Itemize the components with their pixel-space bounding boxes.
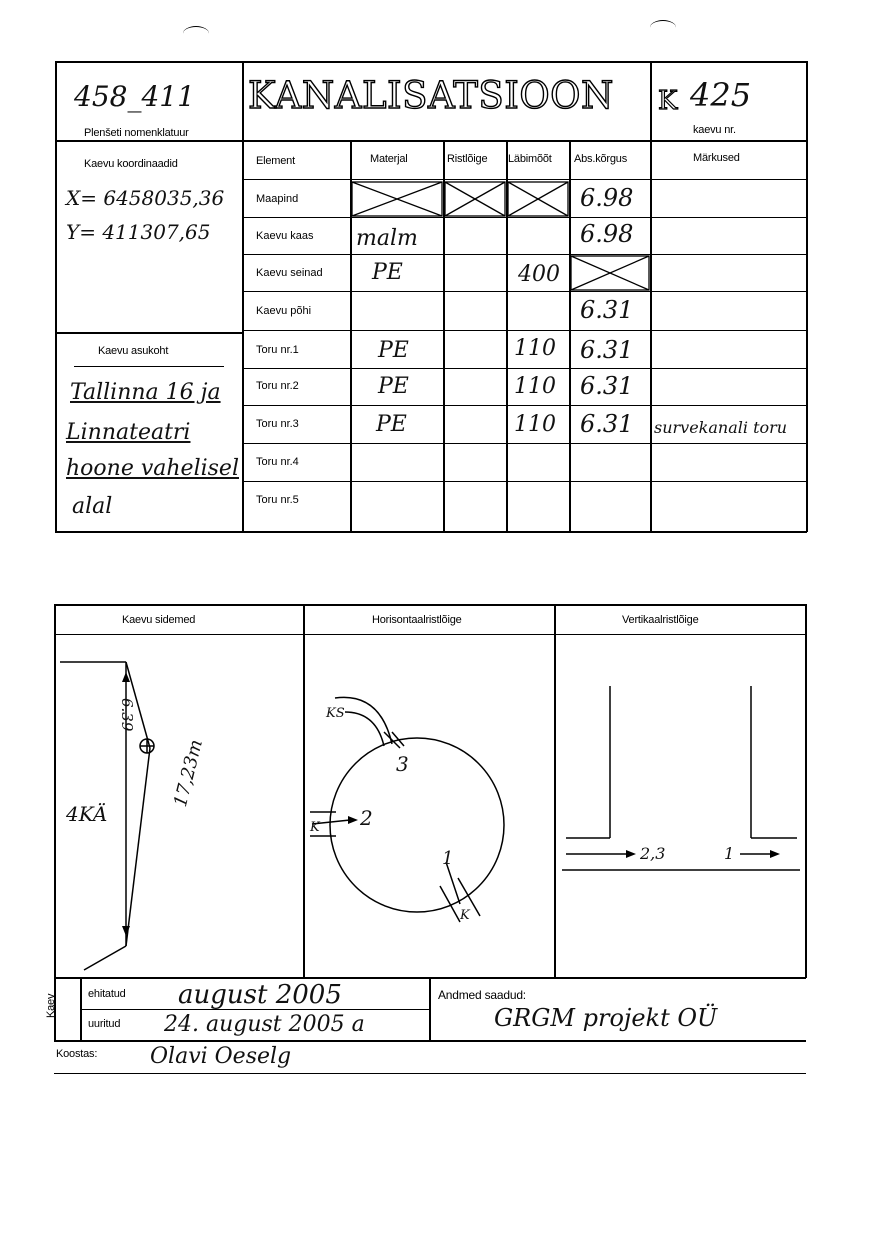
horizontal-section-label: Horisontaalristlõige — [372, 614, 462, 626]
pipe-ks-label: KS — [326, 706, 345, 721]
vertical-right-label: 1 — [724, 844, 735, 863]
manhole-prefix: K — [658, 86, 678, 116]
table-row-label: Toru nr.1 — [256, 344, 299, 356]
pipe-number-1: 1 — [442, 848, 454, 869]
measured-label: uuritud — [88, 1018, 121, 1030]
table-row-label: Kaevu seinad — [256, 267, 323, 279]
cell-height: 6.31 — [580, 372, 634, 400]
cell-material: PE — [378, 338, 409, 363]
cell-diameter: 110 — [514, 412, 556, 437]
location-line-4: alal — [72, 494, 113, 519]
pipe-k2-label: K — [460, 908, 470, 923]
cell-material: PE — [372, 260, 403, 285]
table-row-label: Toru nr.3 — [256, 418, 299, 430]
built-value: august 2005 — [178, 980, 342, 1010]
col-header-notes: Märkused — [693, 152, 740, 164]
vertical-left-label: 2,3 — [640, 844, 666, 863]
col-header-diameter: Läbimõõt — [508, 153, 552, 165]
cell-height: 6.31 — [580, 336, 634, 364]
table-row-label: Kaevu kaas — [256, 230, 314, 242]
pipe-k-label: K — [310, 820, 320, 835]
table-row-label: Toru nr.2 — [256, 380, 299, 392]
tie-distance-1: 6.39 — [118, 698, 136, 732]
coordinate-y: Y= 411307,65 — [66, 220, 211, 244]
table-row-label: Toru nr.5 — [256, 494, 299, 506]
page-title: KANALISATSIOON — [248, 74, 614, 117]
table-row-label: Toru nr.4 — [256, 456, 299, 468]
cell-diameter: 110 — [514, 374, 556, 399]
location-line-1: Tallinna 16 ja — [70, 380, 221, 405]
location-label: Kaevu asukoht — [98, 345, 169, 357]
col-header-element: Element — [256, 155, 295, 167]
author-label: Koostas: — [56, 1048, 98, 1060]
top-form — [0, 0, 874, 540]
kaev-label: Kaev — [45, 993, 57, 1018]
data-source-label: Andmed saadud: — [438, 988, 526, 1002]
cell-material: PE — [378, 374, 409, 399]
built-label: ehitatud — [88, 988, 126, 1000]
vertical-section-label: Vertikaalristlõige — [622, 614, 699, 626]
col-header-section: Ristlõige — [447, 153, 488, 165]
pipe-number-3: 3 — [396, 752, 409, 776]
ties-label: Kaevu sidemed — [122, 614, 196, 626]
cell-diameter: 400 — [518, 262, 560, 287]
location-line-2: Linnateatri — [66, 420, 191, 445]
col-header-material: Materjal — [370, 153, 408, 165]
nomenclature-value: 458_411 — [74, 80, 195, 113]
manhole-number: 425 — [690, 76, 752, 114]
cell-material: PE — [376, 412, 407, 437]
coordinates-label: Kaevu koordinaadid — [84, 158, 178, 170]
cell-height: 6.98 — [580, 184, 634, 212]
measured-value: 24. august 2005 a — [164, 1012, 365, 1037]
sketch-drawings — [0, 600, 874, 980]
footer-block — [0, 978, 874, 1088]
cell-height: 6.31 — [580, 410, 634, 438]
coordinate-x: X= 6458035,36 — [66, 186, 225, 210]
pipe-number-2: 2 — [360, 806, 373, 830]
cell-height: 6.31 — [580, 296, 634, 324]
col-header-height: Abs.kõrgus — [574, 153, 628, 165]
author-value: Olavi Oeselg — [150, 1044, 292, 1069]
tie-reference: 4KÄ — [66, 802, 108, 826]
cell-diameter: 110 — [514, 336, 556, 361]
table-row-label: Maapind — [256, 193, 299, 205]
nomenclature-label: Plenšeti nomenklatuur — [84, 127, 189, 139]
cell-notes: survekanali toru — [654, 418, 788, 437]
manhole-label: kaevu nr. — [693, 124, 736, 136]
table-row-label: Kaevu põhi — [256, 305, 312, 317]
cell-height: 6.98 — [580, 220, 634, 248]
data-source-value: GRGM projekt OÜ — [494, 1004, 718, 1032]
cell-material: malm — [356, 226, 418, 251]
location-line-3: hoone vahelisel — [66, 456, 239, 481]
tie-distance-2: 17,23m — [170, 737, 207, 810]
